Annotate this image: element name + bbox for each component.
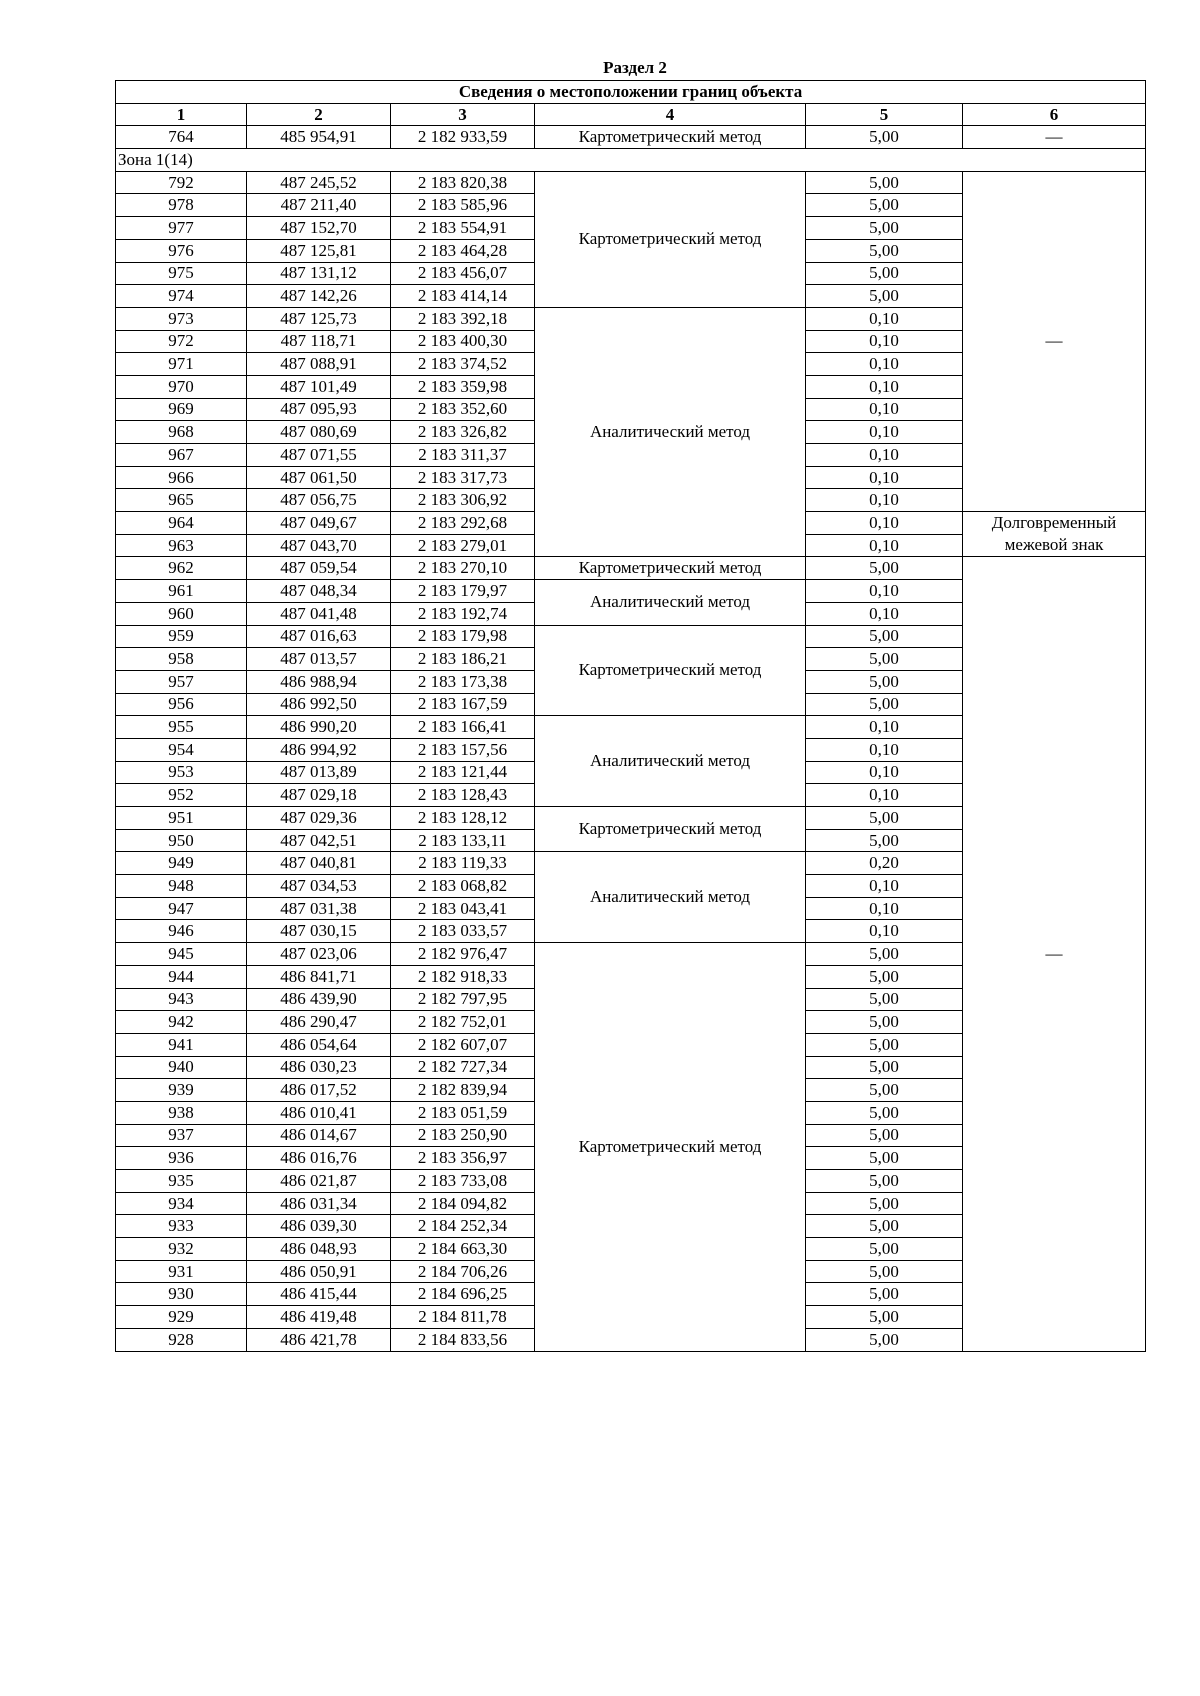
x-coordinate: 487 071,55 [247, 444, 391, 467]
point-number: 967 [116, 444, 247, 467]
accuracy-cell: 5,00 [806, 217, 963, 240]
point-number: 973 [116, 307, 247, 330]
accuracy-cell: 0,10 [806, 375, 963, 398]
point-number: 931 [116, 1260, 247, 1283]
point-number: 957 [116, 670, 247, 693]
accuracy-cell: 0,10 [806, 489, 963, 512]
point-number: 959 [116, 625, 247, 648]
y-coordinate: 2 184 811,78 [391, 1306, 535, 1329]
x-coordinate: 486 439,90 [247, 988, 391, 1011]
method-cell: Аналитический метод [535, 580, 806, 625]
accuracy-cell: 0,10 [806, 897, 963, 920]
y-coordinate: 2 182 607,07 [391, 1033, 535, 1056]
accuracy-cell: 5,00 [806, 1192, 963, 1215]
y-coordinate: 2 182 752,01 [391, 1011, 535, 1034]
x-coordinate: 486 017,52 [247, 1079, 391, 1102]
y-coordinate: 2 184 706,26 [391, 1260, 535, 1283]
x-coordinate: 487 101,49 [247, 375, 391, 398]
x-coordinate: 486 039,30 [247, 1215, 391, 1238]
x-coordinate: 487 049,67 [247, 512, 391, 535]
column-number: 5 [806, 103, 963, 126]
point-number: 955 [116, 716, 247, 739]
method-cell: Картометрический метод [535, 557, 806, 580]
point-number: 938 [116, 1101, 247, 1124]
point-number: 978 [116, 194, 247, 217]
y-coordinate: 2 183 192,74 [391, 602, 535, 625]
x-coordinate: 487 029,18 [247, 784, 391, 807]
y-coordinate: 2 183 279,01 [391, 534, 535, 557]
point-number: 961 [116, 580, 247, 603]
y-coordinate: 2 184 833,56 [391, 1328, 535, 1351]
point-number: 963 [116, 534, 247, 557]
y-coordinate: 2 182 839,94 [391, 1079, 535, 1102]
table-row [116, 557, 1146, 580]
accuracy-cell: 5,00 [806, 126, 963, 149]
x-coordinate: 487 088,91 [247, 353, 391, 376]
accuracy-cell: 0,10 [806, 421, 963, 444]
accuracy-cell: 0,10 [806, 466, 963, 489]
x-coordinate: 487 152,70 [247, 217, 391, 240]
point-number: 975 [116, 262, 247, 285]
accuracy-cell: 5,00 [806, 1306, 963, 1329]
column-number: 6 [963, 103, 1146, 126]
y-coordinate: 2 182 797,95 [391, 988, 535, 1011]
y-coordinate: 2 182 976,47 [391, 943, 535, 966]
point-number: 764 [116, 126, 247, 149]
x-coordinate: 486 841,71 [247, 965, 391, 988]
y-coordinate: 2 182 933,59 [391, 126, 535, 149]
point-number: 939 [116, 1079, 247, 1102]
x-coordinate: 486 415,44 [247, 1283, 391, 1306]
x-coordinate: 487 016,63 [247, 625, 391, 648]
x-coordinate: 487 030,15 [247, 920, 391, 943]
x-coordinate: 487 042,51 [247, 829, 391, 852]
point-number: 933 [116, 1215, 247, 1238]
accuracy-cell: 5,00 [806, 988, 963, 1011]
point-number: 962 [116, 557, 247, 580]
x-coordinate: 487 056,75 [247, 489, 391, 512]
y-coordinate: 2 183 392,18 [391, 307, 535, 330]
x-coordinate: 486 048,93 [247, 1238, 391, 1261]
accuracy-cell: 5,00 [806, 693, 963, 716]
y-coordinate: 2 182 727,34 [391, 1056, 535, 1079]
point-number: 928 [116, 1328, 247, 1351]
point-number: 954 [116, 738, 247, 761]
x-coordinate: 487 029,36 [247, 807, 391, 830]
point-number: 948 [116, 875, 247, 898]
accuracy-cell: 5,00 [806, 829, 963, 852]
point-number: 971 [116, 353, 247, 376]
accuracy-cell: 5,00 [806, 670, 963, 693]
zone-label: Зона 1(14) [116, 149, 1146, 172]
y-coordinate: 2 183 820,38 [391, 171, 535, 194]
x-coordinate: 486 010,41 [247, 1101, 391, 1124]
x-coordinate: 487 061,50 [247, 466, 391, 489]
point-number: 974 [116, 285, 247, 308]
y-coordinate: 2 183 400,30 [391, 330, 535, 353]
point-number: 949 [116, 852, 247, 875]
y-coordinate: 2 183 128,43 [391, 784, 535, 807]
x-coordinate: 486 014,67 [247, 1124, 391, 1147]
y-coordinate: 2 184 252,34 [391, 1215, 535, 1238]
y-coordinate: 2 183 292,68 [391, 512, 535, 535]
accuracy-cell: 0,10 [806, 580, 963, 603]
y-coordinate: 2 183 157,56 [391, 738, 535, 761]
point-number: 970 [116, 375, 247, 398]
note-cell: — [963, 126, 1146, 149]
y-coordinate: 2 183 119,33 [391, 852, 535, 875]
point-number: 942 [116, 1011, 247, 1034]
table-row [116, 126, 1146, 149]
accuracy-cell: 5,00 [806, 1238, 963, 1261]
point-number: 935 [116, 1170, 247, 1193]
accuracy-cell: 5,00 [806, 943, 963, 966]
table-row [116, 171, 1146, 194]
point-number: 944 [116, 965, 247, 988]
x-coordinate: 487 080,69 [247, 421, 391, 444]
accuracy-cell: 0,20 [806, 852, 963, 875]
point-number: 932 [116, 1238, 247, 1261]
x-coordinate: 487 048,34 [247, 580, 391, 603]
x-coordinate: 487 125,81 [247, 239, 391, 262]
y-coordinate: 2 183 359,98 [391, 375, 535, 398]
y-coordinate: 2 183 128,12 [391, 807, 535, 830]
column-number: 3 [391, 103, 535, 126]
x-coordinate: 486 031,34 [247, 1192, 391, 1215]
y-coordinate: 2 183 173,38 [391, 670, 535, 693]
accuracy-cell: 5,00 [806, 625, 963, 648]
x-coordinate: 486 021,87 [247, 1170, 391, 1193]
point-number: 947 [116, 897, 247, 920]
point-number: 952 [116, 784, 247, 807]
method-cell: Аналитический метод [535, 716, 806, 807]
accuracy-cell: 5,00 [806, 1124, 963, 1147]
y-coordinate: 2 183 356,97 [391, 1147, 535, 1170]
x-coordinate: 487 131,12 [247, 262, 391, 285]
point-number: 943 [116, 988, 247, 1011]
accuracy-cell: 5,00 [806, 1033, 963, 1056]
point-number: 976 [116, 239, 247, 262]
x-coordinate: 487 034,53 [247, 875, 391, 898]
zone-row [116, 149, 1146, 172]
accuracy-cell: 0,10 [806, 738, 963, 761]
column-number: 1 [116, 103, 247, 126]
accuracy-cell: 0,10 [806, 716, 963, 739]
x-coordinate: 486 419,48 [247, 1306, 391, 1329]
x-coordinate: 487 118,71 [247, 330, 391, 353]
point-number: 953 [116, 761, 247, 784]
y-coordinate: 2 183 326,82 [391, 421, 535, 444]
x-coordinate: 487 125,73 [247, 307, 391, 330]
point-number: 969 [116, 398, 247, 421]
accuracy-cell: 5,00 [806, 1056, 963, 1079]
y-coordinate: 2 183 186,21 [391, 648, 535, 671]
point-number: 945 [116, 943, 247, 966]
y-coordinate: 2 183 456,07 [391, 262, 535, 285]
point-number: 946 [116, 920, 247, 943]
y-coordinate: 2 184 663,30 [391, 1238, 535, 1261]
accuracy-cell: 0,10 [806, 761, 963, 784]
accuracy-cell: 0,10 [806, 784, 963, 807]
accuracy-cell: 0,10 [806, 330, 963, 353]
point-number: 950 [116, 829, 247, 852]
x-coordinate: 486 050,91 [247, 1260, 391, 1283]
accuracy-cell: 5,00 [806, 557, 963, 580]
accuracy-cell: 5,00 [806, 239, 963, 262]
method-cell: Картометрический метод [535, 943, 806, 1351]
x-coordinate: 487 211,40 [247, 194, 391, 217]
y-coordinate: 2 183 374,52 [391, 353, 535, 376]
accuracy-cell: 5,00 [806, 285, 963, 308]
y-coordinate: 2 183 585,96 [391, 194, 535, 217]
y-coordinate: 2 183 250,90 [391, 1124, 535, 1147]
note-cell: — [963, 171, 1146, 511]
x-coordinate: 487 040,81 [247, 852, 391, 875]
y-coordinate: 2 183 414,14 [391, 285, 535, 308]
accuracy-cell: 5,00 [806, 965, 963, 988]
accuracy-cell: 5,00 [806, 648, 963, 671]
x-coordinate: 486 016,76 [247, 1147, 391, 1170]
x-coordinate: 487 043,70 [247, 534, 391, 557]
x-coordinate: 487 095,93 [247, 398, 391, 421]
point-number: 940 [116, 1056, 247, 1079]
y-coordinate: 2 183 133,11 [391, 829, 535, 852]
y-coordinate: 2 183 270,10 [391, 557, 535, 580]
x-coordinate: 487 013,57 [247, 648, 391, 671]
table-title: Сведения о местоположении границ объекта [116, 81, 1146, 104]
accuracy-cell: 0,10 [806, 602, 963, 625]
accuracy-cell: 5,00 [806, 1283, 963, 1306]
accuracy-cell: 5,00 [806, 1328, 963, 1351]
point-number: 929 [116, 1306, 247, 1329]
y-coordinate: 2 183 554,91 [391, 217, 535, 240]
method-cell: Картометрический метод [535, 171, 806, 307]
y-coordinate: 2 183 317,73 [391, 466, 535, 489]
y-coordinate: 2 183 033,57 [391, 920, 535, 943]
x-coordinate: 487 142,26 [247, 285, 391, 308]
x-coordinate: 486 054,64 [247, 1033, 391, 1056]
point-number: 966 [116, 466, 247, 489]
y-coordinate: 2 183 179,97 [391, 580, 535, 603]
point-number: 934 [116, 1192, 247, 1215]
accuracy-cell: 5,00 [806, 1101, 963, 1124]
accuracy-cell: 5,00 [806, 1260, 963, 1283]
method-cell: Картометрический метод [535, 625, 806, 716]
accuracy-cell: 5,00 [806, 1147, 963, 1170]
accuracy-cell: 0,10 [806, 512, 963, 535]
accuracy-cell: 5,00 [806, 262, 963, 285]
accuracy-cell: 0,10 [806, 920, 963, 943]
accuracy-cell: 5,00 [806, 807, 963, 830]
x-coordinate: 487 059,54 [247, 557, 391, 580]
y-coordinate: 2 183 179,98 [391, 625, 535, 648]
y-coordinate: 2 183 043,41 [391, 897, 535, 920]
y-coordinate: 2 184 696,25 [391, 1283, 535, 1306]
accuracy-cell: 5,00 [806, 1011, 963, 1034]
y-coordinate: 2 184 094,82 [391, 1192, 535, 1215]
y-coordinate: 2 183 311,37 [391, 444, 535, 467]
accuracy-cell: 0,10 [806, 875, 963, 898]
section-title: Раздел 2 [603, 58, 667, 77]
method-cell: Аналитический метод [535, 307, 806, 557]
table-title-row [116, 81, 1146, 104]
y-coordinate: 2 183 167,59 [391, 693, 535, 716]
point-number: 965 [116, 489, 247, 512]
accuracy-cell: 5,00 [806, 1079, 963, 1102]
x-coordinate: 486 290,47 [247, 1011, 391, 1034]
method-cell: Картометрический метод [535, 807, 806, 852]
x-coordinate: 485 954,91 [247, 126, 391, 149]
method-cell: Картометрический метод [535, 126, 806, 149]
point-number: 958 [116, 648, 247, 671]
y-coordinate: 2 183 121,44 [391, 761, 535, 784]
accuracy-cell: 0,10 [806, 398, 963, 421]
x-coordinate: 486 994,92 [247, 738, 391, 761]
point-number: 937 [116, 1124, 247, 1147]
point-number: 956 [116, 693, 247, 716]
point-number: 964 [116, 512, 247, 535]
point-number: 941 [116, 1033, 247, 1056]
x-coordinate: 487 245,52 [247, 171, 391, 194]
y-coordinate: 2 183 352,60 [391, 398, 535, 421]
y-coordinate: 2 183 166,41 [391, 716, 535, 739]
x-coordinate: 486 992,50 [247, 693, 391, 716]
x-coordinate: 487 013,89 [247, 761, 391, 784]
column-number: 2 [247, 103, 391, 126]
point-number: 792 [116, 171, 247, 194]
note-cell: Долговременный межевой знак [963, 512, 1146, 557]
method-cell: Аналитический метод [535, 852, 806, 943]
x-coordinate: 486 988,94 [247, 670, 391, 693]
y-coordinate: 2 183 051,59 [391, 1101, 535, 1124]
y-coordinate: 2 183 464,28 [391, 239, 535, 262]
accuracy-cell: 0,10 [806, 353, 963, 376]
note-cell: — [963, 557, 1146, 1351]
point-number: 936 [116, 1147, 247, 1170]
point-number: 972 [116, 330, 247, 353]
x-coordinate: 486 421,78 [247, 1328, 391, 1351]
x-coordinate: 487 023,06 [247, 943, 391, 966]
point-number: 960 [116, 602, 247, 625]
point-number: 968 [116, 421, 247, 444]
x-coordinate: 486 990,20 [247, 716, 391, 739]
x-coordinate: 487 041,48 [247, 602, 391, 625]
accuracy-cell: 5,00 [806, 1170, 963, 1193]
point-number: 930 [116, 1283, 247, 1306]
y-coordinate: 2 183 068,82 [391, 875, 535, 898]
column-number: 4 [535, 103, 806, 126]
y-coordinate: 2 182 918,33 [391, 965, 535, 988]
point-number: 977 [116, 217, 247, 240]
column-number-row [116, 103, 1146, 126]
accuracy-cell: 5,00 [806, 171, 963, 194]
accuracy-cell: 0,10 [806, 444, 963, 467]
x-coordinate: 487 031,38 [247, 897, 391, 920]
y-coordinate: 2 183 733,08 [391, 1170, 535, 1193]
accuracy-cell: 5,00 [806, 1215, 963, 1238]
point-number: 951 [116, 807, 247, 830]
boundary-table [115, 80, 1146, 1352]
y-coordinate: 2 183 306,92 [391, 489, 535, 512]
x-coordinate: 486 030,23 [247, 1056, 391, 1079]
accuracy-cell: 5,00 [806, 194, 963, 217]
accuracy-cell: 0,10 [806, 307, 963, 330]
accuracy-cell: 0,10 [806, 534, 963, 557]
